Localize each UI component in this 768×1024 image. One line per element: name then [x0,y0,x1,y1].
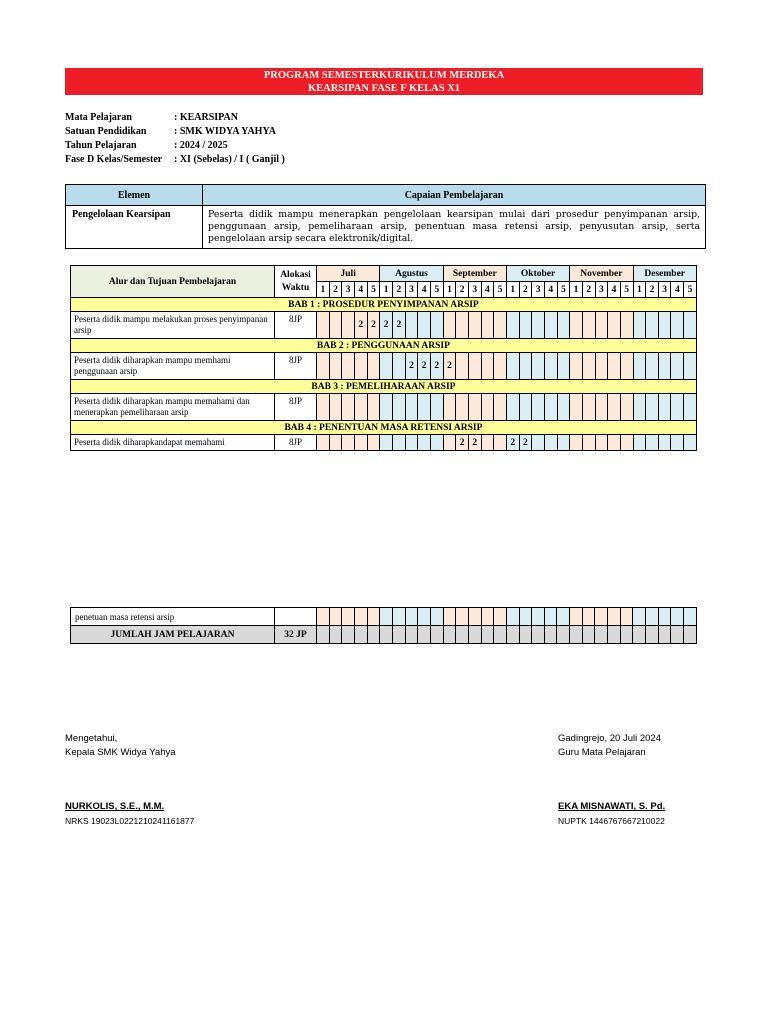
week-hours-cell [494,435,507,451]
week-hours-cell [646,353,659,380]
week-cell [468,608,481,626]
week-hours-cell [633,435,646,451]
week-hours-cell [506,312,519,339]
week-hours-cell [317,394,330,421]
week-cell [684,626,697,644]
week-cell [468,626,481,644]
week-hours-cell: 2 [468,435,481,451]
week-cell [342,626,355,644]
week-hours-cell [342,435,355,451]
week-cell [418,626,431,644]
week-hours-cell [519,353,532,380]
week-number: 4 [481,282,494,298]
week-cell [532,608,545,626]
week-hours-cell [519,312,532,339]
week-cell [595,626,608,644]
week-hours-cell [443,435,456,451]
principal-id: NRKS 19023L0221210241161877 [65,816,195,826]
week-hours-cell [354,394,367,421]
week-cell [405,626,418,644]
week-hours-cell [380,353,393,380]
week-hours-cell [506,394,519,421]
week-hours-cell [646,312,659,339]
bab-title: BAB 4 : PENENTUAN MASA RETENSI ARSIP [71,421,697,435]
month-header: Oktober [506,266,569,282]
info-label: Mata Pelajaran [65,112,132,123]
week-cell [532,626,545,644]
signature-left [65,732,194,828]
week-number: 2 [393,282,406,298]
week-cell [633,626,646,644]
week-hours-cell [494,394,507,421]
week-hours-cell [633,394,646,421]
info-value: : SMK WIDYA YAHYA [174,126,276,137]
continuation-row [71,608,697,626]
week-hours-cell [570,353,583,380]
week-cell [519,626,532,644]
week-cell [544,626,557,644]
bab-header-row [71,421,697,435]
objective-text: Peserta didik mampu melakukan proses penyimpanan arsip [71,312,275,339]
week-hours-cell [608,353,621,380]
week-hours-cell [329,435,342,451]
elemen-cell: Pengelolaan Kearsipan [66,206,203,249]
week-number: 3 [532,282,545,298]
week-cell [380,608,393,626]
week-hours-cell: 2 [380,312,393,339]
week-cell [658,626,671,644]
week-hours-cell [570,394,583,421]
objective-row [71,353,697,380]
month-header: Juli [317,266,380,282]
week-cell [443,608,456,626]
week-hours-cell [532,353,545,380]
week-number: 4 [354,282,367,298]
week-hours-cell [544,394,557,421]
week-cell [506,626,519,644]
week-number: 5 [430,282,443,298]
header-alokasi: Alokasi Waktu [275,266,317,298]
week-hours-cell [430,312,443,339]
week-number: 1 [633,282,646,298]
week-number: 3 [595,282,608,298]
bab-header-row [71,339,697,353]
week-cell [671,626,684,644]
info-value: : XI (Sebelas) / I ( Ganjil ) [174,154,285,165]
week-number: 2 [582,282,595,298]
week-cell [329,608,342,626]
info-row [65,111,285,125]
week-hours-cell [608,394,621,421]
week-hours-cell [329,394,342,421]
week-cell [317,608,330,626]
week-hours-cell [481,435,494,451]
week-hours-cell [342,353,355,380]
week-hours-cell [570,312,583,339]
week-cell [646,608,659,626]
continuation-jp [275,608,317,626]
week-cell [570,608,583,626]
week-hours-cell [393,353,406,380]
week-hours-cell [418,435,431,451]
week-hours-cell [608,312,621,339]
week-hours-cell [468,353,481,380]
info-value: : 2024 / 2025 [174,140,228,151]
info-label: Satuan Pendidikan [65,126,147,137]
week-number: 3 [468,282,481,298]
title-line-1: PROGRAM SEMESTERKURIKULUM MERDEKA [263,70,505,81]
week-number: 2 [519,282,532,298]
week-cell [354,626,367,644]
week-hours-cell [595,312,608,339]
capaian-table [65,184,706,249]
month-header: September [443,266,506,282]
month-header: Desember [633,266,696,282]
week-hours-cell [354,435,367,451]
month-header: Agustus [380,266,443,282]
info-row [65,139,285,153]
principal-name: NURKOLIS, S.E., M.M. [65,801,165,812]
header-capaian: Capaian Pembelajaran [203,185,706,206]
week-hours-cell [393,435,406,451]
week-number: 5 [557,282,570,298]
allocation-hours: 8JP [275,394,317,421]
week-hours-cell [405,435,418,451]
week-number: 3 [342,282,355,298]
signature-right [558,732,665,828]
week-hours-cell: 2 [393,312,406,339]
week-cell [430,626,443,644]
week-hours-cell [418,312,431,339]
week-number: 4 [544,282,557,298]
week-number: 2 [329,282,342,298]
week-number: 4 [608,282,621,298]
week-cell [557,626,570,644]
week-hours-cell [595,435,608,451]
week-cell [658,608,671,626]
week-hours-cell [532,435,545,451]
week-hours-cell [456,394,469,421]
week-number: 5 [494,282,507,298]
document-title-bar [65,68,703,95]
sign-right-line2: Guru Mata Pelajaran [558,747,646,758]
week-number: 1 [317,282,330,298]
week-hours-cell [620,435,633,451]
week-cell [671,608,684,626]
week-hours-cell [633,312,646,339]
week-cell [481,626,494,644]
bab-title: BAB 3 : PEMELIHARAAN ARSIP [71,380,697,394]
week-hours-cell [671,435,684,451]
week-hours-cell [468,312,481,339]
week-hours-cell [532,394,545,421]
month-header: November [570,266,633,282]
sign-left-line2: Kepala SMK Widya Yahya [65,747,176,758]
week-cell [494,608,507,626]
week-cell [367,626,380,644]
week-hours-cell [405,312,418,339]
week-hours-cell [317,312,330,339]
week-hours-cell [633,353,646,380]
week-hours-cell [570,435,583,451]
week-cell [557,608,570,626]
week-hours-cell [620,312,633,339]
week-hours-cell [671,312,684,339]
week-hours-cell [329,312,342,339]
week-hours-cell [367,353,380,380]
week-cell [367,608,380,626]
week-hours-cell [456,353,469,380]
total-value: 32 JP [275,626,317,644]
week-hours-cell [620,353,633,380]
week-hours-cell [468,394,481,421]
week-hours-cell [557,435,570,451]
week-hours-cell [380,394,393,421]
week-hours-cell: 2 [506,435,519,451]
week-cell [354,608,367,626]
week-cell [595,608,608,626]
bab-title: BAB 1 : PROSEDUR PENYIMPANAN ARSIP [71,298,697,312]
week-hours-cell [443,312,456,339]
week-number: 3 [658,282,671,298]
week-hours-cell [595,353,608,380]
week-hours-cell [481,312,494,339]
week-hours-cell: 2 [367,312,380,339]
week-cell [633,608,646,626]
week-cell [329,626,342,644]
week-hours-cell [658,353,671,380]
teacher-id: NUPTK 1446767667210022 [558,816,665,826]
week-hours-cell [367,394,380,421]
week-cell [392,626,405,644]
week-cell [418,608,431,626]
week-hours-cell: 2 [519,435,532,451]
week-cell [608,626,621,644]
allocation-hours: 8JP [275,312,317,339]
week-hours-cell [658,312,671,339]
week-number: 4 [671,282,684,298]
teacher-name: EKA MISNAWATI, S. Pd. [558,801,666,812]
week-hours-cell [582,394,595,421]
week-hours-cell [646,435,659,451]
week-number: 5 [684,282,697,298]
week-cell [317,626,330,644]
week-cell [608,608,621,626]
week-hours-cell [557,353,570,380]
week-number: 2 [646,282,659,298]
info-label: Tahun Pelajaran [65,140,137,151]
week-hours-cell [658,435,671,451]
allocation-hours: 8JP [275,353,317,380]
week-hours-cell [671,394,684,421]
sign-left-line1: Mengetahui, [65,733,118,744]
week-hours-cell: 2 [418,353,431,380]
objective-row [71,312,697,339]
info-row [65,125,285,139]
week-hours-cell: 2 [456,435,469,451]
week-hours-cell: 2 [443,353,456,380]
week-hours-cell [393,394,406,421]
week-hours-cell [557,394,570,421]
week-cell [342,608,355,626]
continuation-text: penetuan masa retensi arsip [71,608,275,626]
week-cell [392,608,405,626]
week-cell [481,608,494,626]
week-cell [544,608,557,626]
bab-header-row [71,298,697,312]
week-number: 1 [506,282,519,298]
title-line-2: KEARSIPAN FASE F KELAS X1 [307,83,461,94]
week-hours-cell [456,312,469,339]
week-cell [582,608,595,626]
week-cell [684,608,697,626]
week-hours-cell [519,394,532,421]
week-hours-cell [684,312,697,339]
objective-text: Peserta didik diharapkandapat memahami [71,435,275,451]
info-label: Fase D Kelas/Semester [65,154,163,165]
week-hours-cell [608,435,621,451]
week-cell [646,626,659,644]
week-hours-cell [367,435,380,451]
week-hours-cell [354,353,367,380]
week-cell [380,626,393,644]
week-number: 5 [620,282,633,298]
week-hours-cell [582,312,595,339]
week-hours-cell [430,394,443,421]
week-hours-cell [582,435,595,451]
bab-title: BAB 2 : PENGGUNAAN ARSIP [71,339,697,353]
capaian-description: Peserta didik mampu menerapkan pengelolaan kearsipan mulai dari prosedur penyimpanan arsip, penggunaan arsip, pemeliharaan arsip, penentuan masa retensi arsip, penyusutan arsip, serta pengelolaan arsip secara elektronik/digital. [203,206,706,249]
week-cell [456,608,469,626]
week-hours-cell [342,394,355,421]
week-cell [582,626,595,644]
week-hours-cell: 2 [354,312,367,339]
week-cell [620,608,633,626]
week-hours-cell [405,394,418,421]
week-hours-cell [557,312,570,339]
week-hours-cell [443,394,456,421]
week-hours-cell [532,312,545,339]
bab-header-row [71,380,697,394]
header-elemen: Elemen [66,185,203,206]
week-hours-cell [494,353,507,380]
week-hours-cell [684,435,697,451]
week-hours-cell: 2 [430,353,443,380]
week-hours-cell [646,394,659,421]
week-hours-cell [481,394,494,421]
week-hours-cell [620,394,633,421]
week-number: 4 [418,282,431,298]
week-hours-cell [317,353,330,380]
week-cell [620,626,633,644]
week-hours-cell [671,353,684,380]
week-hours-cell [544,353,557,380]
week-number: 5 [367,282,380,298]
week-hours-cell [494,312,507,339]
week-hours-cell [342,312,355,339]
objective-row [71,394,697,421]
total-label: JUMLAH JAM PELAJARAN [71,626,275,644]
week-hours-cell [684,353,697,380]
objective-row [71,435,697,451]
objective-text: Peserta didik diharapkan mampu memhami penggunaan arsip [71,353,275,380]
week-hours-cell [380,435,393,451]
week-number: 1 [380,282,393,298]
week-hours-cell [582,353,595,380]
week-number: 1 [570,282,583,298]
info-row [65,153,285,167]
week-number: 2 [456,282,469,298]
week-cell [430,608,443,626]
week-cell [506,608,519,626]
info-value: : KEARSIPAN [174,112,238,123]
week-hours-cell [544,435,557,451]
week-number: 1 [443,282,456,298]
header-tujuan: Alur dan Tujuan Pembelajaran [71,266,275,298]
week-hours-cell [544,312,557,339]
week-cell [570,626,583,644]
week-hours-cell [430,435,443,451]
total-row [71,626,697,644]
sign-right-line1: Gadingrejo, 20 Juli 2024 [558,733,661,744]
subject-info [65,111,285,167]
schedule-continuation-table [70,607,697,644]
week-cell [443,626,456,644]
week-hours-cell: 2 [405,353,418,380]
week-hours-cell [658,394,671,421]
week-cell [519,608,532,626]
week-hours-cell [317,435,330,451]
week-cell [405,608,418,626]
week-hours-cell [418,394,431,421]
week-hours-cell [595,394,608,421]
week-hours-cell [506,353,519,380]
week-hours-cell [481,353,494,380]
objective-text: Peserta didik diharapkan mampu memahami dan menerapkan pemeliharaan arsip [71,394,275,421]
allocation-hours: 8JP [275,435,317,451]
week-cell [456,626,469,644]
week-cell [494,626,507,644]
semester-schedule-table [70,265,697,451]
week-number: 3 [405,282,418,298]
week-hours-cell [329,353,342,380]
week-hours-cell [684,394,697,421]
